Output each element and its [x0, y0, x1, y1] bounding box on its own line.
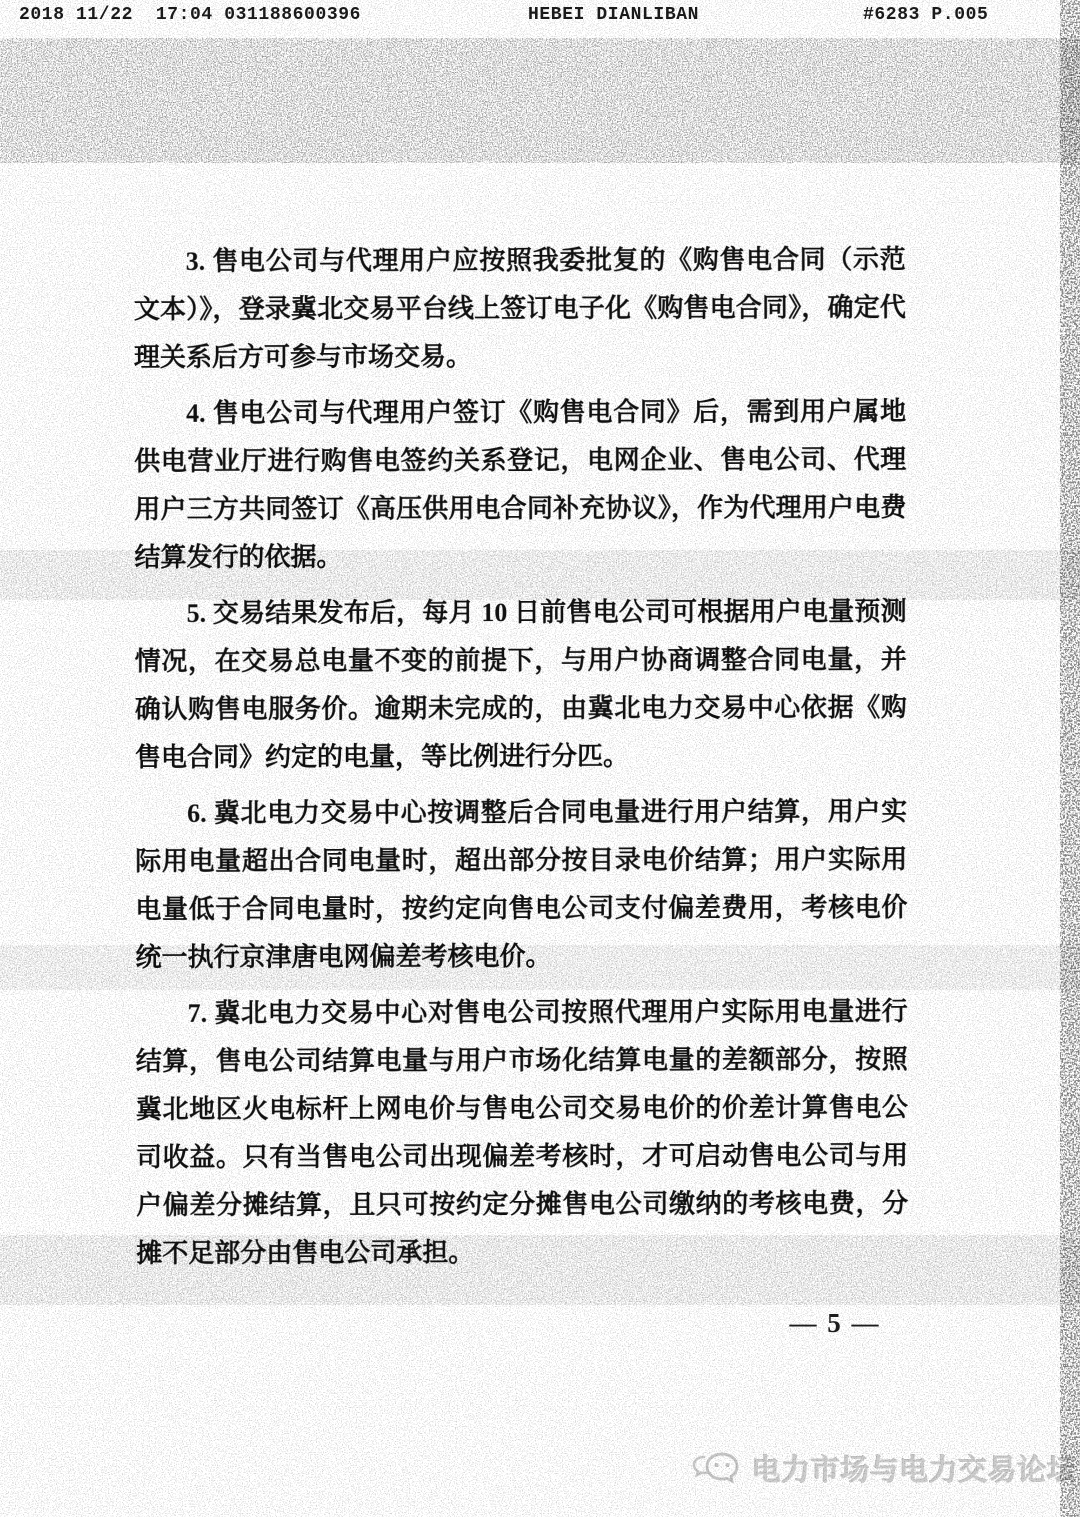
fax-sender: HEBEI DIANLIBAN — [528, 5, 700, 25]
paragraph-4: 4. 售电公司与代理用户签订《购售电合同》后，需到用户属地供电营业厅进行购售电签约关系登记，电网企业、售电公司、代理用户三方共同签订《高压供用电合同补充协议》，作为代理用户电费结算发行的依据。 — [134, 396, 907, 573]
paragraph-7: 7. 冀北电力交易中心对售电公司按照代理用户实际用电量进行结算，售电公司结算电量与用户市场化结算电量的差额部分，按照冀北地区火电标杆上网电价与售电公司交易电价的价差计算售电公司收益。只有当售电公司出现偏差考核时，才可启动售电公司与用户偏差分摊结算，且只可按约定分摊售电公司缴纳的考核电费，分摊不足部分由售电公司承担。 — [135, 996, 909, 1269]
page-number: — 5 — — [789, 1308, 881, 1338]
watermark — [691, 1448, 1077, 1489]
document-body — [134, 236, 909, 1286]
wechat-icon — [691, 1451, 743, 1487]
fax-header — [0, 5, 1080, 31]
fax-page-id: #6283 P.005 — [863, 5, 989, 25]
watermark-label: 电力市场与电力交易论坛 — [752, 1455, 1077, 1487]
paragraph-3: 3. 售电公司与代理用户应按照我委批复的《购售电合同（示范文本）》，登录冀北交易平台线上签订电子化《购售电合同》，确定代理关系后方可参与市场交易。 — [133, 244, 906, 373]
paragraph-5: 5. 交易结果发布后，每月 10 日前售电公司可根据用户电量预测情况，在交易总电量不变的前提下，与用户协商调整合同电量，并确认购售电服务价。逾期未完成的，由冀北电力交易中心依据《购售电合同》约定的电量，等比例进行分匹。 — [134, 596, 907, 773]
paragraph-6: 6. 冀北电力交易中心按调整后合同电量进行用户结算，用户实际用电量超出合同电量时，超出部分按目录电价结算；用户实际用电量低于合同电量时，按约定向售电公司支付偏差费用，考核电价统一执行京津唐电网偏差考核电价。 — [135, 796, 908, 973]
fax-timestamp: 2018 11/22 17:04 031188600396 — [19, 5, 362, 25]
